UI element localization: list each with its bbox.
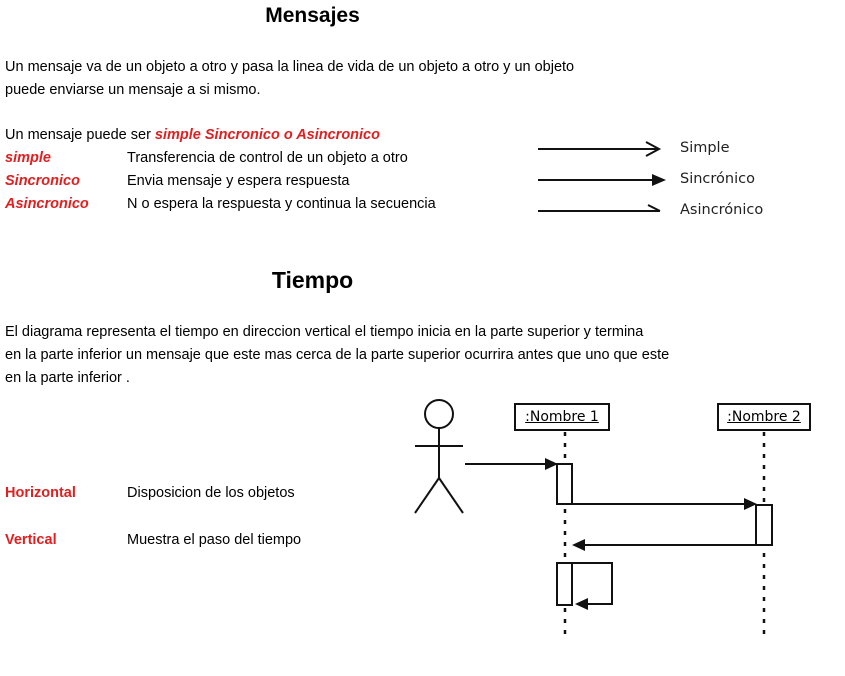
title-mensajes: Mensajes [265,4,360,27]
object-label-nombre-1: :Nombre 1 [525,409,599,425]
types-prefix: Un mensaje puede ser [5,127,155,143]
activation-1 [557,464,572,504]
types-list: simple Sincronico o Asincronico [154,127,380,143]
activation-3 [557,563,572,605]
desc-horizontal: Disposicion de los objetos [127,485,295,501]
desc-vertical: Muestra el paso del tiempo [127,532,302,548]
message-nombre-1-to-nombre-2 [572,498,757,510]
legend-arrow-simple [538,142,659,156]
message-self-call [572,563,612,610]
legend-simple: Simple [680,140,730,156]
message-actor-to-nombre-1 [465,458,558,470]
tiempo-line-2: en la parte inferior un mensaje que este mas cerca de la parte superior ocurrira antes que uno que este [5,347,670,363]
legend-arrow-sincronico [538,174,666,186]
desc-sincronico: Envia mensaje y espera respuesta [127,173,350,189]
legend-asincronico: Asincrónico [680,202,764,218]
tiempo-line-3: en la parte inferior . [5,370,130,386]
desc-simple: Transferencia de control de un objeto a otro [127,150,408,166]
legend-arrow-asincronico [538,205,660,211]
intro-line-2: puede enviarse un mensaje a si mismo. [5,82,261,98]
actor-icon [415,400,463,513]
desc-asincronico: N o espera la respuesta y continua la secuencia [127,196,436,212]
term-sincronico: Sincronico [5,173,80,189]
term-asincronico: Asincronico [5,196,89,212]
message-nombre-2-to-nombre-1 [572,539,756,551]
legend-sincronico: Sincrónico [680,171,755,187]
tiempo-line-1: El diagrama representa el tiempo en direccion vertical el tiempo inicia en la parte superior y termina [5,324,644,340]
title-tiempo: Tiempo [271,267,354,293]
object-label-nombre-2: :Nombre 2 [727,409,801,425]
activation-2 [756,505,772,545]
term-simple: simple [5,150,51,166]
term-horizontal: Horizontal [5,485,76,501]
term-vertical: Vertical [5,532,57,548]
intro-line-1: Un mensaje va de un objeto a otro y pasa la linea de vida de un objeto a otro y un objeto [5,59,575,75]
